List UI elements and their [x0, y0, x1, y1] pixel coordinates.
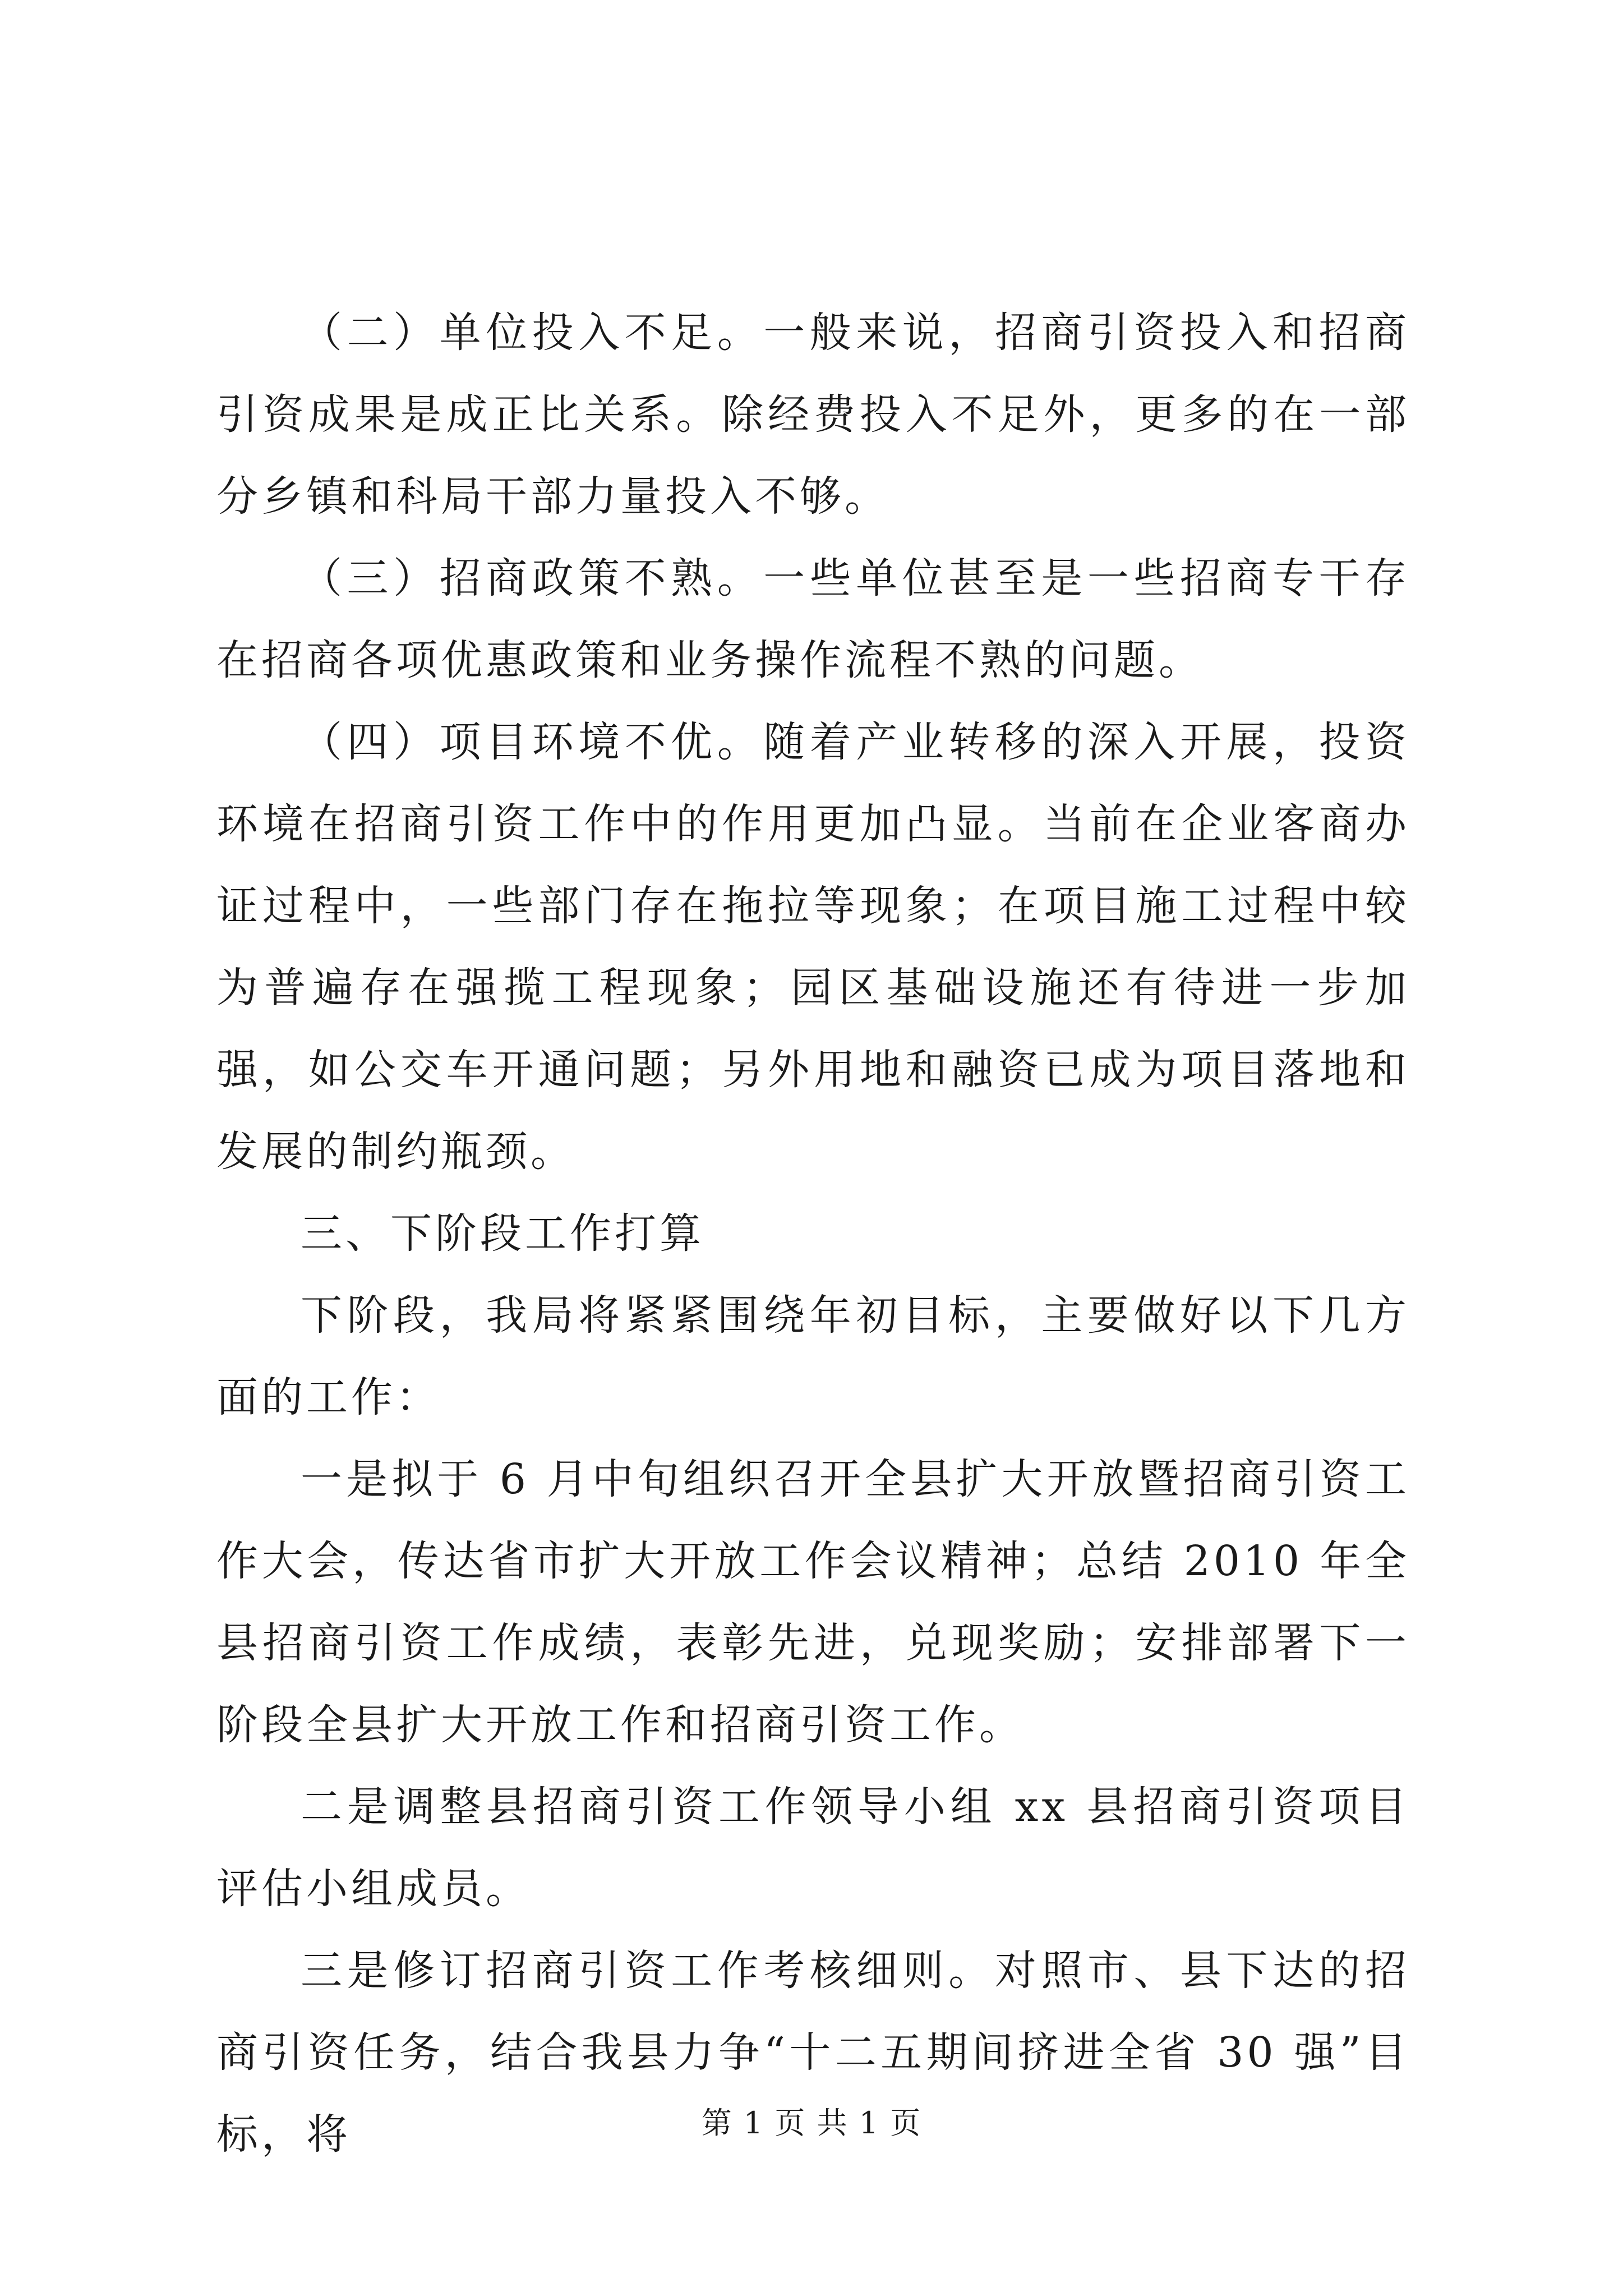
paragraph-section-4: （四）项目环境不优。随着产业转移的深入开展，投资环境在招商引资工作中的作用更加凸显。当前在企业客商办证过程中，一些部门存在拖拉等现象；在项目施工过程中较为普遍存在强揽工程现象；园区基础设施还有待进一步加强，如公交车开通问题；另外用地和融资已成为项目落地和发展的制约瓶颈。 [216, 718, 1410, 1176]
paragraph-plan-item-2: 二是调整县招商引资工作领导小组 xx 县招商引资项目评估小组成员。 [216, 1783, 1410, 1913]
paragraph-plan-item-3: 三是修订招商引资工作考核细则。对照市、县下达的招商引资任务，结合我县力争“十二五期间挤进全省 30 强”目标，将 [216, 1947, 1410, 2159]
paragraph-section-2: （二）单位投入不足。一般来说，招商引资投入和招商引资成果是成正比关系。除经费投入不足外，更多的在一部分乡镇和科局干部力量投入不够。 [216, 309, 1410, 521]
section-heading-next-stage: 三、下阶段工作打算 [301, 1209, 704, 1258]
paragraph-section-3: （三）招商政策不熟。一些单位甚至是一些招商专干存在招商各项优惠政策和业务操作流程不熟的问题。 [216, 554, 1410, 684]
document-body [216, 292, 1410, 2175]
page-footer: 第 1 页 共 1 页 [701, 2105, 922, 2141]
paragraph-next-stage-intro: 下阶段，我局将紧紧围绕年初目标，主要做好以下几方面的工作： [216, 1291, 1410, 1421]
paragraph-plan-item-1: 一是拟于 6 月中旬组织召开全县扩大开放暨招商引资工作大会，传达省市扩大开放工作会议精神；总结 2010 年全县招商引资工作成绩，表彰先进，兑现奖励；安排部署下一阶段全县扩大开放工作和招商引资工作。 [216, 1455, 1410, 1749]
